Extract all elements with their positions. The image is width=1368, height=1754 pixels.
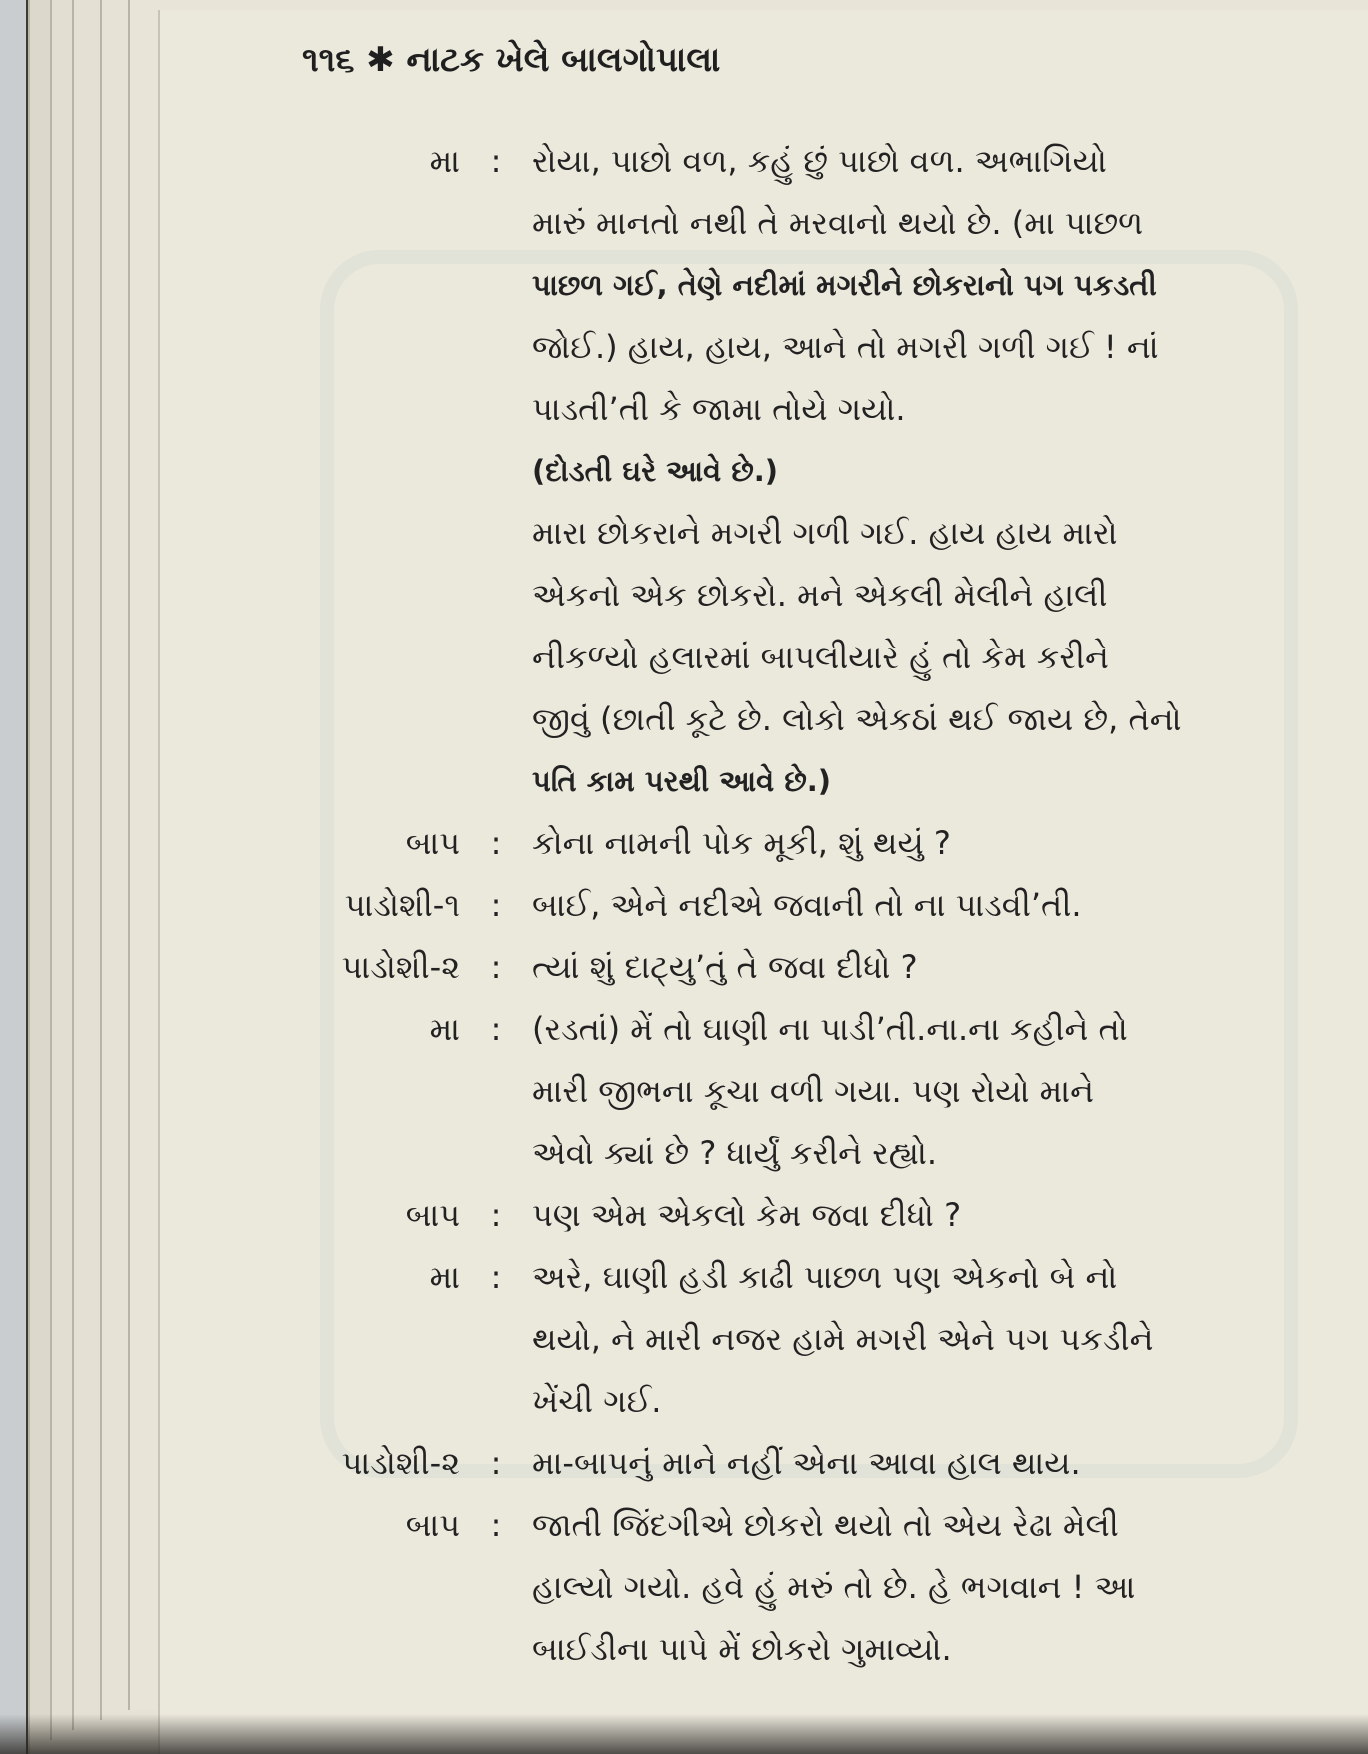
speaker-separator: : [490,886,502,924]
speech-line: એવો ક્યાં છે ? ધાર્યું કરીને રહ્યો. [532,1134,938,1172]
speaker-name: બાપ [405,824,460,862]
speech-line: નીકળ્યો હલારમાં બાપલીયારે હું તો કેમ કરીને [532,638,1109,676]
speech-block [532,1184,1272,1246]
speech-line: અરે, ઘાણી હડી કાઢી પાછળ પણ એકનો બે નો [532,1258,1118,1296]
speaker-separator: : [490,1010,502,1048]
speech-block [532,130,1272,812]
speaker-separator: : [490,142,502,180]
speech-line: મારી જીભના કૂચા વળી ગયા. પણ રોયો માને [532,1072,1094,1110]
speaker-name: પાડોશી-૨ [341,948,460,986]
speaker-name: પાડોશી-૧ [344,886,460,924]
stage-direction-line: (દોડતી ઘરે આવે છે.) [532,454,779,488]
speech-line: બાઈડીના પાપે મેં છોકરો ગુમાવ્યો. [532,1630,952,1668]
speaker-separator: : [490,824,502,862]
speech-line: બાઈ, એને નદીએ જવાની તો ના પાડવી’તી. [532,886,1082,924]
speaker-name: મા [429,142,460,180]
speech-line: જોઈ.) હાય, હાય, આને તો મગરી ગળી ગઈ ! નાં [532,328,1159,366]
speech-line: થયો, ને મારી નજર હામે મગરી એને પગ પકડીને [532,1320,1154,1358]
speech-line: પણ એમ એકલો કેમ જવા દીધો ? [532,1196,962,1234]
dialogue-entry [240,1246,1280,1432]
speech-line: મા-બાપનું માને નહીં એના આવા હાલ થાય. [532,1444,1081,1482]
speech-line: ખેંચી ગઈ. [532,1382,662,1420]
speech-block [532,1494,1272,1680]
speech-line: પાડતી’તી કે જામા તોયે ગયો. [532,390,906,428]
speech-block [532,998,1272,1184]
dialogue-entry [240,936,1280,998]
speech-line: મારા છોકરાને મગરી ગળી ગઈ. હાય હાય મારો [532,514,1118,552]
stage-direction-line: પતિ કામ પરથી આવે છે.) [532,764,832,798]
speaker-name: બાપ [405,1196,460,1234]
dialogue-entry [240,998,1280,1184]
speaker-name: મા [429,1010,460,1048]
dialogue-entry [240,1184,1280,1246]
speech-line: હાલ્યો ગયો. હવે હું મરું તો છે. હે ભગવાન ! આ [532,1568,1136,1606]
speaker-name: મા [429,1258,460,1296]
speech-line: કોના નામની પોક મૂકી, શું થયું ? [532,824,951,862]
dialogue-entry [240,130,1280,812]
dialogue-entry [240,1494,1280,1680]
bottom-shadow [0,1714,1368,1754]
speech-line: જીવું (છાતી કૂટે છે. લોકો એકઠાં થઈ જાય છે, તેનો [532,700,1182,738]
speech-block [532,1432,1272,1494]
speech-line: (રડતાં) મેં તો ઘાણી ના પાડી’તી.ના.ના કહીને તો [532,1010,1128,1048]
background-edge [0,0,26,1754]
speaker-name: પાડોશી-૨ [341,1444,460,1482]
speech-line: રોયા, પાછો વળ, કહું છું પાછો વળ. અભાગિયો [532,142,1107,180]
speech-block [532,936,1272,998]
speech-line: જાતી જિંદગીએ છોકરો થયો તો એય રેઢા મેલી [532,1506,1119,1544]
play-dialogue [240,130,1280,1680]
speech-block [532,812,1272,874]
dialogue-entry [240,1432,1280,1494]
stage-direction-line: પાછળ ગઈ, તેણે નદીમાં મગરીને છોકરાનો પગ પકડતી [532,268,1157,302]
speech-line: એકનો એક છોકરો. મને એકલી મેલીને હાલી [532,576,1108,614]
speaker-separator: : [490,1444,502,1482]
speaker-separator: : [490,1196,502,1234]
speaker-name: બાપ [405,1506,460,1544]
speaker-separator: : [490,1506,502,1544]
speech-block [532,874,1272,936]
running-head: ૧૧૬ ✱ નાટક ખેલે બાલગોપાલા [302,40,721,80]
dialogue-entry [240,812,1280,874]
speaker-separator: : [490,1258,502,1296]
speaker-separator: : [490,948,502,986]
speech-block [532,1246,1272,1432]
speech-line: મારું માનતો નથી તે મરવાનો થયો છે. (મા પાછળ [532,204,1144,242]
dialogue-entry [240,874,1280,936]
speech-line: ત્યાં શું દાટ્યુ’તું તે જવા દીધો ? [532,948,918,986]
